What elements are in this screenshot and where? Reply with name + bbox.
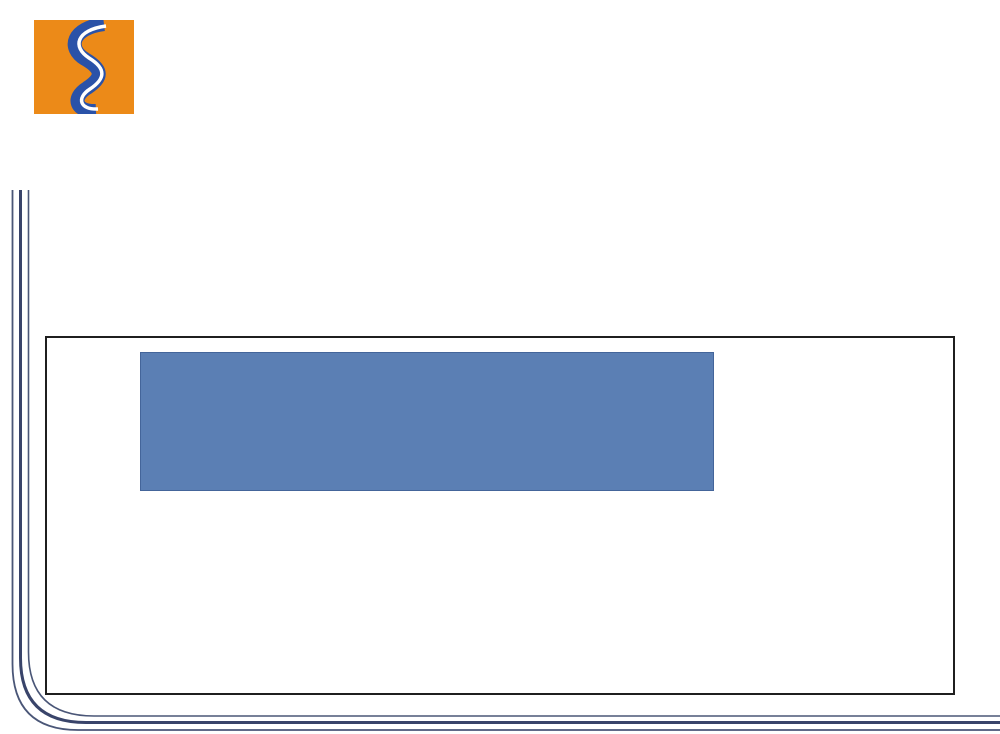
logo-mark <box>34 20 134 114</box>
river-s-icon <box>34 20 134 114</box>
list-item <box>310 283 473 307</box>
list-item <box>310 235 473 259</box>
capacity-chart <box>45 336 955 695</box>
list-item <box>310 259 473 283</box>
chart-annotation-box <box>140 352 714 491</box>
usable-water-block <box>258 229 473 307</box>
smakraft-logo <box>18 14 150 118</box>
